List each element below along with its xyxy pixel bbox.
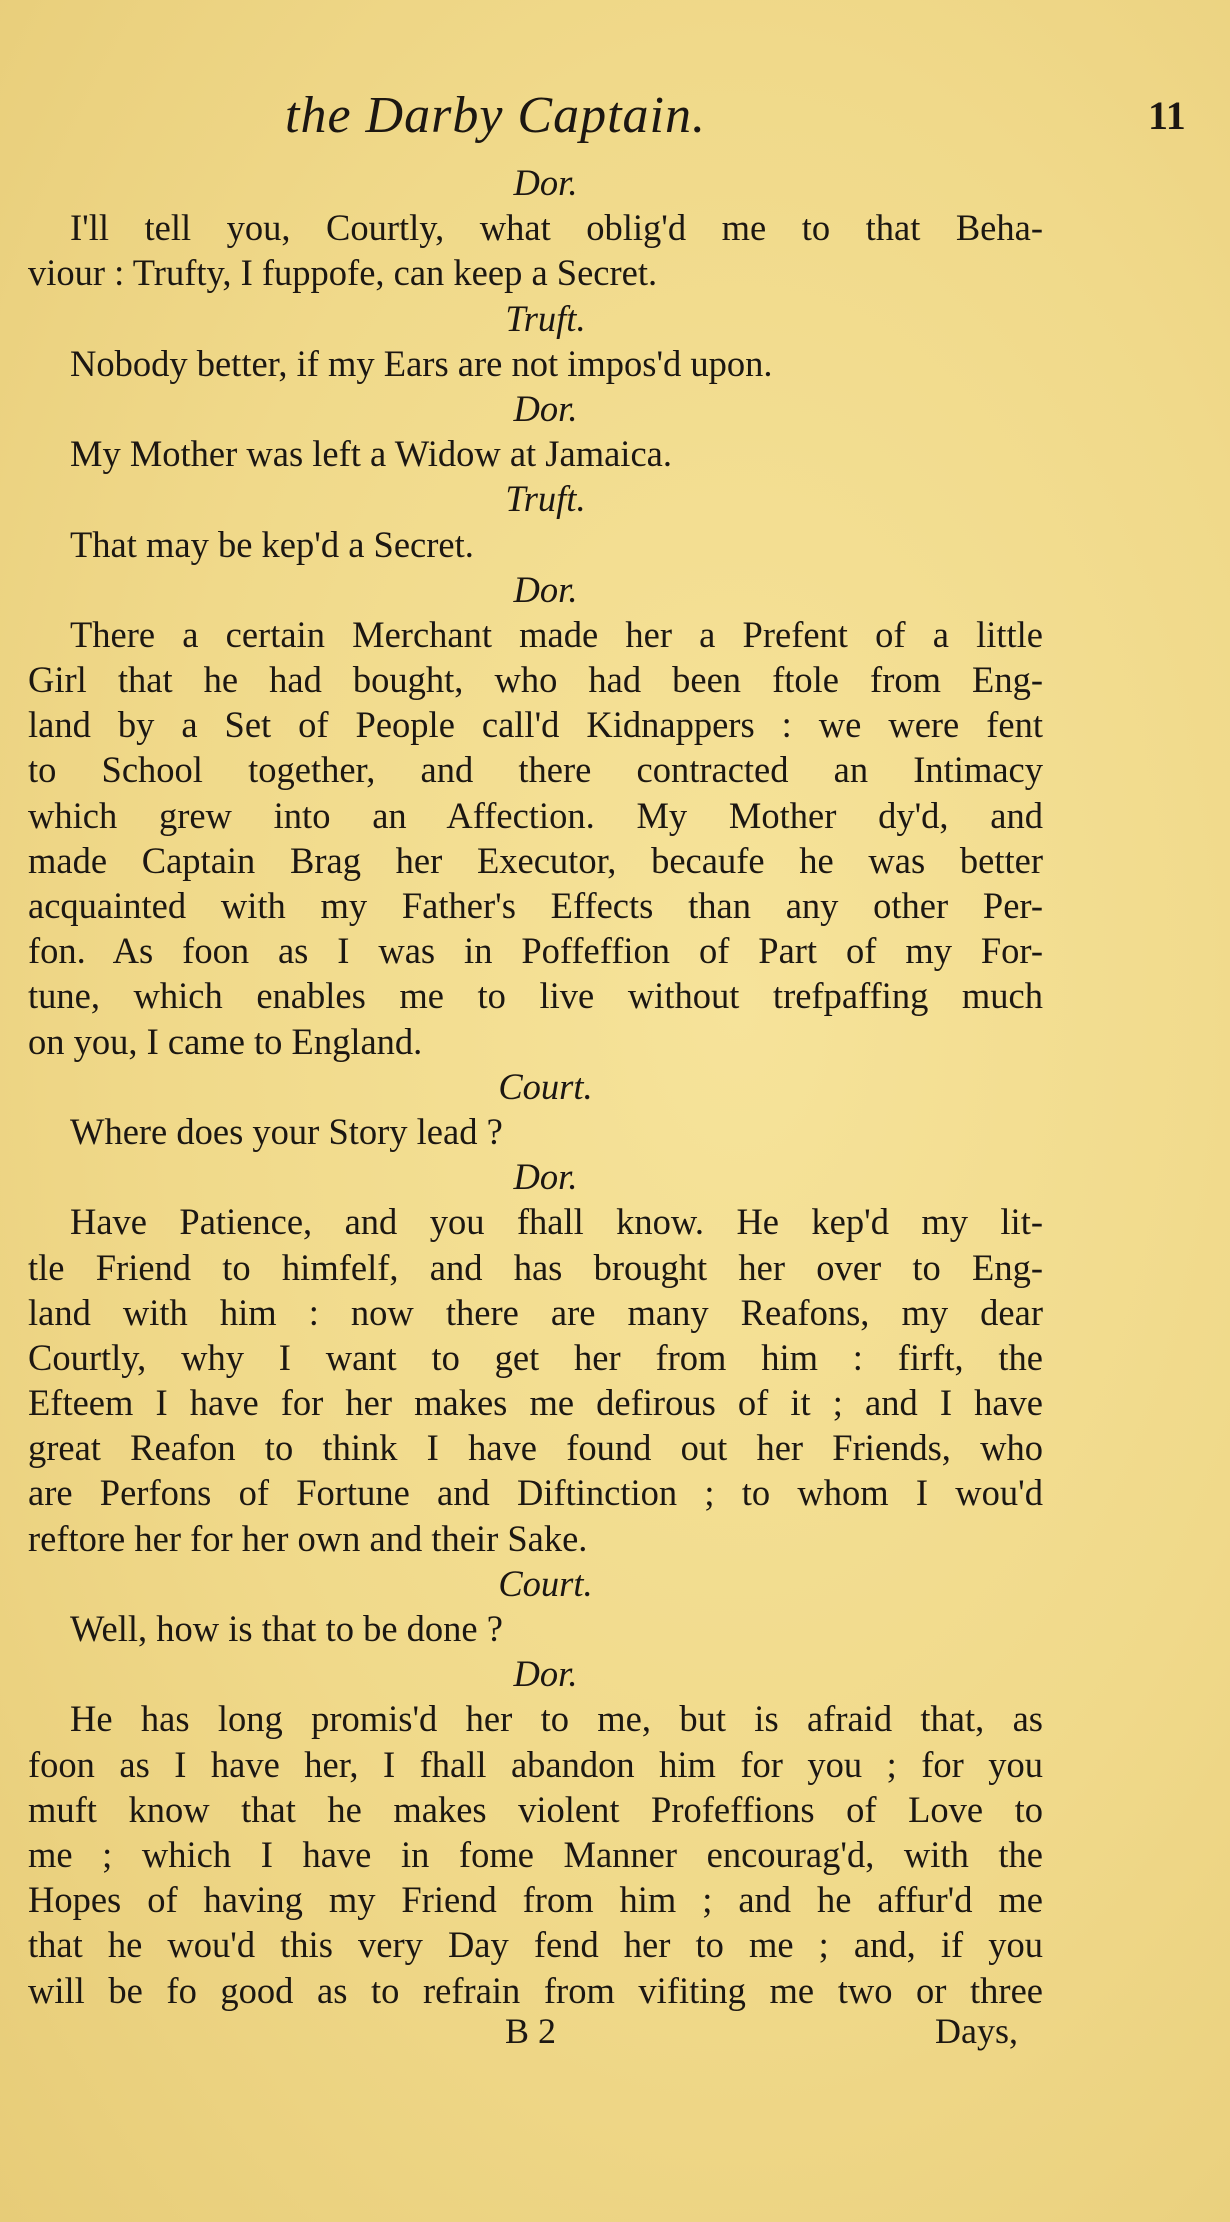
text-line: Courtly, why I want to get her from him : firft, the: [28, 1336, 1043, 1378]
speaker-name: Court.: [498, 1065, 593, 1107]
page-header: [0, 86, 1230, 156]
text-line: Efteem I have for her makes me defirous of it ; and I have: [28, 1382, 1043, 1424]
text-line: muft know that he makes violent Profeffions of Love to: [28, 1788, 1043, 1830]
text-line: land by a Set of People call'd Kidnappers : we were fent: [28, 704, 1043, 746]
text-line: That may be kep'd a Secret.: [70, 523, 474, 565]
text-line: There a certain Merchant made her a Prefent of a little: [70, 613, 1043, 655]
text-line: He has long promis'd her to me, but is afraid that, as: [70, 1698, 1043, 1740]
speaker-name: Dor.: [513, 568, 578, 610]
text-line: made Captain Brag her Executor, becaufe he was better: [28, 839, 1043, 881]
text-line: that he wou'd this very Day fend her to me ; and, if you: [28, 1924, 1043, 1966]
text-line: viour : Trufty, I fuppofe, can keep a Secret.: [28, 252, 658, 294]
running-title: the Darby Captain.: [285, 87, 706, 144]
text-line: on you, I came to England.: [28, 1020, 423, 1062]
text-line: tune, which enables me to live without trefpaffing much: [28, 975, 1043, 1017]
text-line: land with him : now there are many Reafons, my dear: [28, 1291, 1043, 1333]
text-line: tle Friend to himfelf, and has brought her over to Eng-: [28, 1246, 1043, 1288]
text-line: reftore her for her own and their Sake.: [28, 1517, 588, 1559]
text-line: Well, how is that to be done ?: [70, 1608, 503, 1649]
speaker-name: Dor.: [513, 1156, 578, 1198]
text-line: are Perfons of Fortune and Diftinction ; to whom I wou'd: [28, 1472, 1043, 1514]
text-line: great Reafon to think I have found out her Friends, who: [28, 1427, 1043, 1469]
text-line: to School together, and there contracted an Intimacy: [28, 749, 1043, 791]
speaker-name: Dor.: [513, 162, 578, 203]
text-line: My Mother was left a Widow at Jamaica.: [70, 433, 672, 475]
speaker-name: Truft.: [505, 297, 586, 339]
text-line: will be fo good as to refrain from vifiting me two or three: [28, 1969, 1043, 2011]
text-line: Have Patience, and you fhall know. He kep'd my lit-: [70, 1201, 1043, 1243]
text-line: acquainted with my Father's Effects than any other Per-: [28, 885, 1043, 926]
speaker-name: Court.: [498, 1562, 593, 1604]
text-line: fon. As foon as I was in Poffeffion of Part of my For-: [28, 930, 1043, 972]
speaker-name: Truft.: [505, 478, 586, 520]
text-line: I'll tell you, Courtly, what oblig'd me to that Beha-: [70, 207, 1043, 249]
page-footer: [0, 2010, 1230, 2060]
text-line: which grew into an Affection. My Mother dy'd, and: [28, 794, 1043, 836]
speaker-name: Dor.: [513, 1653, 578, 1695]
text-line: Where does your Story lead ?: [70, 1110, 503, 1152]
text-line: me ; which I have in fome Manner encourag'd, with the: [28, 1833, 1043, 1875]
text-line: foon as I have her, I fhall abandon him for you ; for you: [28, 1743, 1043, 1785]
page-number: 11: [1148, 93, 1186, 138]
signature-mark: B 2: [505, 2011, 557, 2051]
speaker-name: Dor.: [513, 387, 578, 429]
text-line: Girl that he had bought, who had been ftole from Eng-: [28, 659, 1043, 701]
catchword: Days,: [935, 2011, 1018, 2051]
play-text: [28, 160, 1043, 2013]
text-line: Nobody better, if my Ears are not impos'd upon.: [70, 342, 773, 384]
text-line: Hopes of having my Friend from him ; and he affur'd me: [28, 1879, 1043, 1921]
